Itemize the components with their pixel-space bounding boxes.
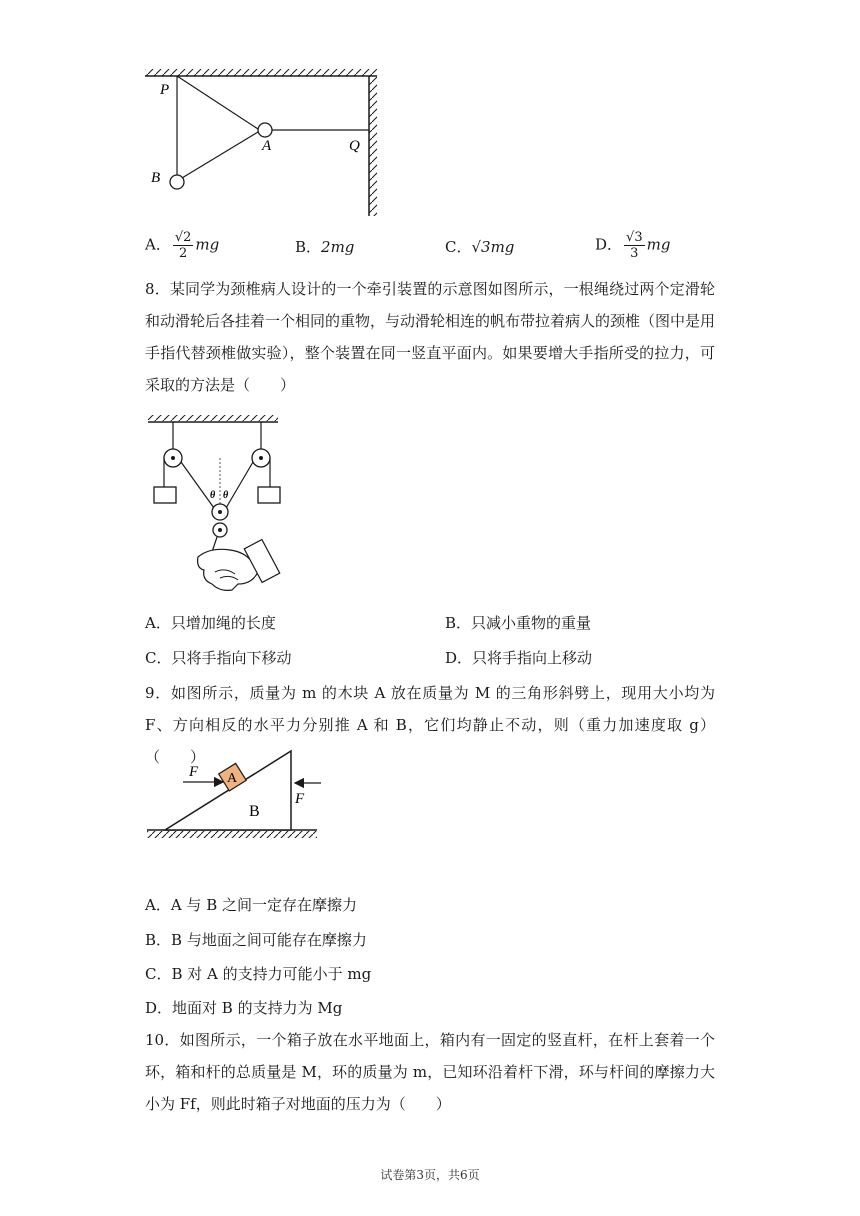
fraction (624, 230, 645, 261)
label-b: B (151, 170, 161, 186)
q7-option-a[interactable] (145, 230, 219, 261)
fraction (173, 230, 194, 261)
theta-left: θ (210, 490, 216, 501)
q8-figure (140, 412, 300, 602)
option-text: 2mg (321, 238, 355, 256)
fraction-num: √3 (626, 230, 643, 245)
option-suffix: mg (195, 235, 220, 254)
option-suffix: mg (646, 235, 671, 254)
q10-stem: 10．如图所示，一个箱子放在水平地面上，箱内有一固定的竖直杆，在杆上套着一个环，箱和杆的总质量是 M，环的质量为 m，已知环沿着杆下滑，环与杆间的摩擦力大小为 Ff，则此时箱子对地面的压力为（ ） (145, 1031, 715, 1113)
q7-option-c[interactable] (445, 236, 514, 257)
fraction-den: 2 (178, 246, 188, 261)
q8-option-d[interactable]: D．只将手指向上移动 (445, 649, 593, 667)
option-key: C． (445, 238, 472, 256)
q7-figure (140, 66, 385, 221)
q8-stem: 8．某同学为颈椎病人设计的一个牵引装置的示意图如图所示，一根绳绕过两个定滑轮和动滑轮后各挂着一个相同的重物，与动滑轮相连的帆布带拉着病人的颈椎（图中是用手指代替颈椎做实验），整个装置在同一竖直平面内。如果要增大手指所受的拉力，可采取的方法是（ ） (145, 280, 716, 394)
q7-option-b[interactable] (295, 236, 354, 257)
option-text: √3mg (471, 238, 515, 256)
label-q: Q (349, 138, 360, 154)
wedge-label-b: B (249, 803, 260, 820)
page-footer: 试卷第3页，共6页 (380, 1168, 480, 1182)
q9-option-d[interactable]: D．地面对 B 的支持力为 Mg (145, 999, 343, 1017)
q9-option-b[interactable]: B．B 与地面之间可能存在摩擦力 (145, 931, 367, 949)
q9-stem: 9．如图所示，质量为 m 的木块 A 放在质量为 M 的三角形斜劈上，现用大小均为 F、方向相反的水平力分别推 A 和 B，它们均静止不动，则（重力加速度取 g）（ ） (145, 684, 715, 766)
force-label-right: F (295, 791, 305, 807)
q7-option-d[interactable] (595, 230, 670, 261)
q8-option-c[interactable]: C．只将手指向下移动 (145, 649, 292, 667)
q9-figure (145, 743, 325, 843)
fraction-num: √2 (174, 230, 192, 245)
q9-option-c[interactable]: C．B 对 A 的支持力可能小于 mg (145, 965, 372, 983)
fraction-den: 3 (630, 246, 639, 261)
q9-option-a[interactable]: A．A 与 B 之间一定存在摩擦力 (145, 896, 357, 914)
option-key: B． (295, 238, 322, 256)
option-key: D． (595, 235, 623, 254)
theta-right: θ (223, 490, 229, 501)
label-p: P (160, 82, 170, 98)
force-label-left: F (189, 764, 199, 780)
block-label-a: A (227, 771, 238, 786)
option-key: A． (145, 235, 171, 254)
q8-option-b[interactable]: B．只减小重物的重量 (445, 614, 592, 632)
q8-option-a[interactable]: A．只增加绳的长度 (145, 614, 276, 632)
label-a: A (262, 138, 272, 154)
